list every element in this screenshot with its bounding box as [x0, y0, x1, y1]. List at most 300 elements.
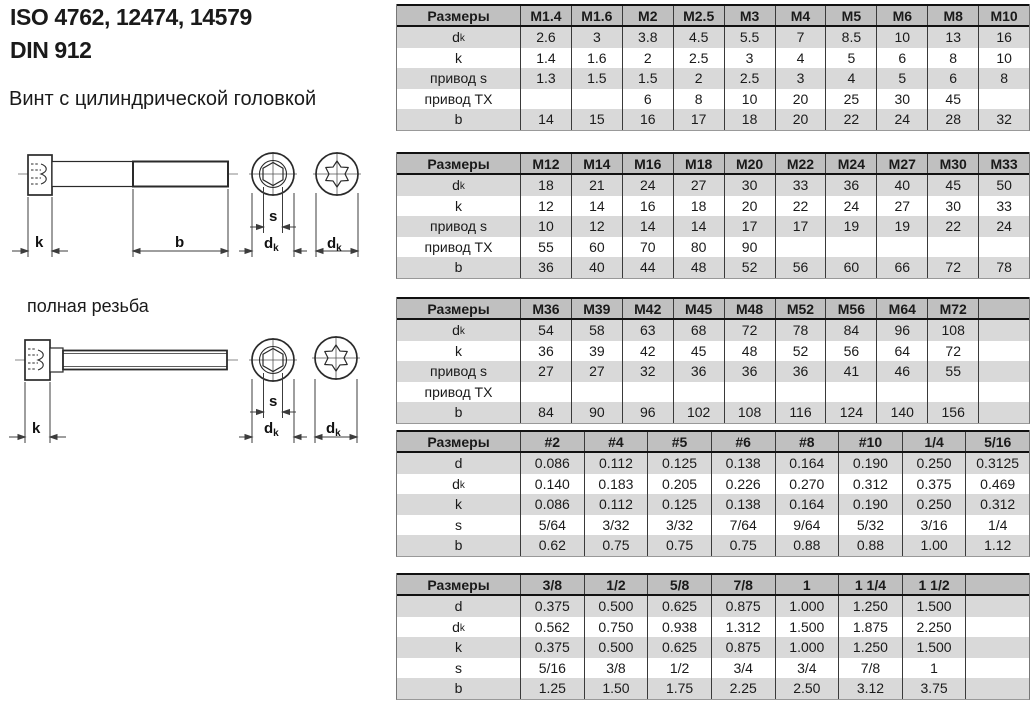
spec-table-metric-m1_4-m10: [396, 4, 1030, 131]
column-header: M20: [724, 154, 775, 173]
data-cell: 0.375: [520, 637, 584, 658]
data-cell: 14: [673, 216, 724, 237]
dim-label-dk: $d_k$: [326, 420, 341, 439]
data-cell: 1.00: [902, 535, 966, 556]
data-cell: 1.3: [520, 68, 571, 89]
column-header: #5: [647, 432, 711, 451]
dim-label-b: b: [175, 234, 185, 251]
size-header-cell: Размеры: [427, 576, 490, 593]
data-cell: 14: [520, 109, 571, 130]
data-cell: 52: [775, 341, 826, 362]
product-subtitle: Винт с цилиндрической головкой: [9, 88, 317, 110]
column-header: M39: [571, 299, 622, 318]
data-cell: [978, 382, 1029, 403]
data-cell: 45: [673, 341, 724, 362]
column-header: M14: [571, 154, 622, 173]
data-cell: 8: [927, 48, 978, 69]
data-cell: 15: [571, 109, 622, 130]
data-cell: 0.500: [584, 596, 648, 617]
data-cell: 78: [978, 257, 1029, 278]
column-header: M6: [876, 6, 927, 25]
size-header-cell: Размеры: [427, 433, 490, 450]
data-cell: 0.164: [775, 494, 839, 515]
table-row: [397, 402, 1029, 423]
data-cell: 24: [978, 216, 1029, 237]
data-cell: 1: [902, 658, 966, 679]
column-header: M2: [622, 6, 673, 25]
data-cell: 39: [571, 341, 622, 362]
data-cell: 44: [622, 257, 673, 278]
data-cell: 0.625: [647, 596, 711, 617]
data-cell: 20: [724, 196, 775, 217]
data-cell: 72: [927, 257, 978, 278]
column-header: M4: [775, 6, 826, 25]
row-label: d k: [452, 618, 465, 635]
data-cell: 48: [724, 341, 775, 362]
data-cell: 42: [622, 341, 673, 362]
column-header: M48: [724, 299, 775, 318]
data-cell: [876, 382, 927, 403]
data-cell: 8: [673, 89, 724, 110]
data-cell: 36: [724, 361, 775, 382]
data-cell: [965, 678, 1029, 699]
data-cell: 4: [825, 68, 876, 89]
data-cell: 2: [622, 48, 673, 69]
column-header: [965, 575, 1029, 594]
data-cell: 1.500: [902, 596, 966, 617]
column-header: #4: [584, 432, 648, 451]
data-cell: 30: [927, 196, 978, 217]
spec-table-metric-m12-m33: [396, 152, 1030, 279]
data-cell: 0.375: [902, 474, 966, 495]
column-header: M8: [927, 6, 978, 25]
data-cell: 3.8: [622, 27, 673, 48]
table-row: [397, 361, 1029, 382]
data-cell: 3/4: [775, 658, 839, 679]
data-cell: 0.75: [584, 535, 648, 556]
data-cell: [978, 341, 1029, 362]
column-header: M33: [978, 154, 1029, 173]
data-cell: 0.250: [902, 494, 966, 515]
data-cell: 45: [927, 89, 978, 110]
table-row: [397, 68, 1029, 89]
data-cell: 2.25: [711, 678, 775, 699]
data-cell: [520, 382, 571, 403]
data-cell: 0.750: [584, 617, 648, 638]
row-label: d k: [452, 29, 465, 46]
row-label: b: [454, 259, 463, 276]
data-cell: 0.75: [647, 535, 711, 556]
column-header: 1 1/4: [838, 575, 902, 594]
data-cell: 30: [876, 89, 927, 110]
data-cell: 24: [825, 196, 876, 217]
table-header-row: [397, 430, 1029, 453]
column-header: 1/2: [584, 575, 648, 594]
data-cell: [825, 382, 876, 403]
table-row: [397, 494, 1029, 515]
data-cell: 3: [724, 48, 775, 69]
data-cell: 40: [571, 257, 622, 278]
column-header: M5: [825, 6, 876, 25]
row-label: b: [454, 111, 463, 128]
hex-socket-end-view: [239, 338, 307, 443]
table-header-row: [397, 152, 1029, 175]
hex-socket-end-view: [239, 152, 307, 257]
row-label: k: [455, 639, 462, 656]
data-cell: 84: [520, 402, 571, 423]
data-cell: 0.88: [838, 535, 902, 556]
column-header: M12: [520, 154, 571, 173]
data-cell: [673, 382, 724, 403]
data-cell: 0.183: [584, 474, 648, 495]
row-label: d k: [452, 322, 465, 339]
table-row: [397, 596, 1029, 617]
data-cell: 0.75: [711, 535, 775, 556]
column-header: #8: [775, 432, 839, 451]
data-cell: 36: [520, 341, 571, 362]
column-header: M45: [673, 299, 724, 318]
data-cell: 7/64: [711, 515, 775, 536]
data-cell: 5/16: [520, 658, 584, 679]
data-cell: 41: [825, 361, 876, 382]
data-cell: [520, 89, 571, 110]
data-cell: 12: [520, 196, 571, 217]
data-cell: 7: [775, 27, 826, 48]
data-cell: 10: [978, 48, 1029, 69]
data-cell: 9/64: [775, 515, 839, 536]
data-cell: 0.112: [584, 453, 648, 474]
torx-socket-end-view: [312, 336, 360, 443]
dim-label-s: s: [269, 208, 278, 225]
data-cell: 40: [876, 175, 927, 196]
data-cell: 0.190: [838, 453, 902, 474]
spec-table-imperial-large: [396, 573, 1030, 700]
size-header-cell: Размеры: [427, 155, 490, 172]
data-cell: 1.25: [520, 678, 584, 699]
data-cell: 17: [724, 216, 775, 237]
size-header-cell: Размеры: [427, 7, 490, 24]
column-header: M42: [622, 299, 673, 318]
column-header: M36: [520, 299, 571, 318]
data-cell: 140: [876, 402, 927, 423]
data-cell: 0.138: [711, 494, 775, 515]
data-cell: 2.6: [520, 27, 571, 48]
data-cell: 27: [673, 175, 724, 196]
data-cell: 0.112: [584, 494, 648, 515]
data-cell: 0.312: [965, 494, 1029, 515]
data-cell: 58: [571, 320, 622, 341]
data-cell: 60: [825, 257, 876, 278]
data-cell: 7/8: [838, 658, 902, 679]
table-row: [397, 535, 1029, 556]
data-cell: [571, 89, 622, 110]
data-cell: 27: [520, 361, 571, 382]
screw-shank: [52, 162, 133, 187]
data-cell: 1.875: [838, 617, 902, 638]
data-cell: 2.250: [902, 617, 966, 638]
column-header: 7/8: [711, 575, 775, 594]
data-cell: [724, 382, 775, 403]
data-cell: 0.875: [711, 637, 775, 658]
data-cell: 5.5: [724, 27, 775, 48]
data-cell: 12: [571, 216, 622, 237]
data-cell: 24: [622, 175, 673, 196]
data-cell: 0.138: [711, 453, 775, 474]
table-row: [397, 382, 1029, 403]
column-header: M72: [927, 299, 978, 318]
data-cell: 3/32: [647, 515, 711, 536]
row-label: b: [454, 404, 463, 421]
data-cell: 124: [825, 402, 876, 423]
data-cell: 2: [673, 68, 724, 89]
data-cell: [622, 382, 673, 403]
data-cell: 0.164: [775, 453, 839, 474]
data-cell: 54: [520, 320, 571, 341]
data-cell: 5: [876, 68, 927, 89]
data-cell: 0.312: [838, 474, 902, 495]
data-cell: 0.125: [647, 494, 711, 515]
data-cell: [965, 637, 1029, 658]
screw-drawing-full-thread: [9, 336, 360, 443]
data-cell: 3.12: [838, 678, 902, 699]
data-cell: 56: [775, 257, 826, 278]
column-header: M2.5: [673, 6, 724, 25]
column-header: M24: [825, 154, 876, 173]
data-cell: 20: [775, 89, 826, 110]
row-label: привод TX: [424, 90, 493, 107]
table-row: [397, 196, 1029, 217]
data-cell: 30: [724, 175, 775, 196]
data-cell: 32: [978, 109, 1029, 130]
data-cell: 13: [927, 27, 978, 48]
dim-label-k: k: [35, 234, 44, 251]
row-label: k: [455, 342, 462, 359]
table-row: [397, 27, 1029, 48]
data-cell: 1/4: [965, 515, 1029, 536]
row-label: d: [454, 455, 463, 472]
data-cell: 1.250: [838, 596, 902, 617]
data-cell: 8.5: [825, 27, 876, 48]
data-cell: 1.000: [775, 596, 839, 617]
data-cell: 19: [825, 216, 876, 237]
data-cell: 8: [978, 68, 1029, 89]
screw-head: [28, 155, 52, 195]
dim-label-s: s: [269, 393, 278, 410]
data-cell: 16: [622, 196, 673, 217]
standards-line-iso: ISO 4762, 12474, 14579: [10, 4, 252, 30]
data-cell: 0.086: [520, 453, 584, 474]
column-header: M10: [978, 6, 1029, 25]
data-cell: 56: [825, 341, 876, 362]
data-cell: 21: [571, 175, 622, 196]
row-label: k: [455, 496, 462, 513]
data-cell: 10: [724, 89, 775, 110]
data-cell: 0.625: [647, 637, 711, 658]
column-header: M22: [775, 154, 826, 173]
table-row: [397, 515, 1029, 536]
data-cell: 1.5: [571, 68, 622, 89]
data-cell: 14: [571, 196, 622, 217]
table-row: [397, 341, 1029, 362]
table-row: [397, 48, 1029, 69]
data-cell: 10: [520, 216, 571, 237]
dim-label-dk: $d_k$: [264, 235, 279, 254]
data-cell: 50: [978, 175, 1029, 196]
data-cell: 0.88: [775, 535, 839, 556]
dim-label-dk: $d_k$: [264, 420, 279, 439]
data-cell: [825, 237, 876, 258]
data-cell: 1/2: [647, 658, 711, 679]
data-cell: [775, 237, 826, 258]
data-cell: 0.086: [520, 494, 584, 515]
data-cell: 64: [876, 341, 927, 362]
data-cell: 156: [927, 402, 978, 423]
data-cell: 0.190: [838, 494, 902, 515]
data-cell: 33: [978, 196, 1029, 217]
data-cell: 22: [825, 109, 876, 130]
data-cell: 18: [673, 196, 724, 217]
row-label: привод s: [429, 363, 487, 380]
data-cell: 33: [775, 175, 826, 196]
data-cell: 1.50: [584, 678, 648, 699]
data-cell: 52: [724, 257, 775, 278]
dim-label-k: k: [32, 420, 41, 437]
table-header-row: [397, 297, 1029, 320]
data-cell: [965, 596, 1029, 617]
data-cell: 1.6: [571, 48, 622, 69]
data-cell: 0.500: [584, 637, 648, 658]
table-row: [397, 257, 1029, 278]
column-header: M27: [876, 154, 927, 173]
data-cell: 24: [876, 109, 927, 130]
data-cell: 22: [927, 216, 978, 237]
data-cell: 102: [673, 402, 724, 423]
data-cell: 66: [876, 257, 927, 278]
data-cell: [965, 617, 1029, 638]
data-cell: 48: [673, 257, 724, 278]
screw-technical-drawings: [0, 0, 395, 470]
row-label: d: [454, 598, 463, 615]
data-cell: 36: [520, 257, 571, 278]
data-cell: 108: [724, 402, 775, 423]
data-cell: 0.62: [520, 535, 584, 556]
column-header: M3: [724, 6, 775, 25]
data-cell: 16: [978, 27, 1029, 48]
column-header: M1.4: [520, 6, 571, 25]
data-cell: 1.250: [838, 637, 902, 658]
data-cell: 1.312: [711, 617, 775, 638]
data-cell: 22: [775, 196, 826, 217]
row-label: d k: [452, 475, 465, 492]
data-cell: 0.226: [711, 474, 775, 495]
column-header: M30: [927, 154, 978, 173]
row-label: s: [455, 516, 462, 533]
data-cell: 10: [876, 27, 927, 48]
data-cell: 1.5: [622, 68, 673, 89]
data-cell: 1.12: [965, 535, 1029, 556]
data-cell: 3/32: [584, 515, 648, 536]
data-cell: 36: [775, 361, 826, 382]
data-cell: [571, 382, 622, 403]
data-cell: 0.938: [647, 617, 711, 638]
data-cell: 0.270: [775, 474, 839, 495]
data-cell: 1.4: [520, 48, 571, 69]
data-cell: [978, 402, 1029, 423]
data-cell: 3/16: [902, 515, 966, 536]
data-cell: 70: [622, 237, 673, 258]
data-cell: 6: [622, 89, 673, 110]
data-cell: 6: [927, 68, 978, 89]
column-header: M16: [622, 154, 673, 173]
data-cell: 36: [673, 361, 724, 382]
column-header: [978, 299, 1029, 318]
data-cell: 14: [622, 216, 673, 237]
data-cell: 96: [876, 320, 927, 341]
column-header: M52: [775, 299, 826, 318]
table-row: [397, 216, 1029, 237]
data-cell: 19: [876, 216, 927, 237]
thread-runout: [50, 348, 63, 372]
spec-table-imperial-small: [396, 430, 1030, 557]
column-header: M1.6: [571, 6, 622, 25]
table-header-row: [397, 4, 1029, 27]
data-cell: [927, 382, 978, 403]
torx-socket-end-view: [313, 152, 361, 257]
data-cell: 72: [724, 320, 775, 341]
data-cell: 68: [673, 320, 724, 341]
row-label: k: [455, 197, 462, 214]
table-row: [397, 320, 1029, 341]
data-cell: 55: [520, 237, 571, 258]
data-cell: 1.75: [647, 678, 711, 699]
data-cell: 80: [673, 237, 724, 258]
row-label: s: [455, 659, 462, 676]
row-label: b: [454, 537, 463, 554]
column-header: 1 1/2: [902, 575, 966, 594]
data-cell: 78: [775, 320, 826, 341]
row-label: d k: [452, 177, 465, 194]
data-cell: 0.469: [965, 474, 1029, 495]
column-header: M18: [673, 154, 724, 173]
data-cell: [775, 382, 826, 403]
data-cell: 4: [775, 48, 826, 69]
row-label: привод s: [429, 70, 487, 87]
data-cell: 0.125: [647, 453, 711, 474]
column-header: M64: [876, 299, 927, 318]
data-cell: 90: [724, 237, 775, 258]
full-thread-label: полная резьба: [27, 296, 149, 316]
data-cell: 0.205: [647, 474, 711, 495]
table-row: [397, 658, 1029, 679]
column-header: #6: [711, 432, 775, 451]
row-label: b: [454, 680, 463, 697]
data-cell: 108: [927, 320, 978, 341]
data-cell: 1.000: [775, 637, 839, 658]
column-header: #10: [838, 432, 902, 451]
data-cell: 18: [724, 109, 775, 130]
data-cell: 17: [775, 216, 826, 237]
column-header: M56: [825, 299, 876, 318]
column-header: 5/8: [647, 575, 711, 594]
data-cell: 96: [622, 402, 673, 423]
data-cell: [965, 658, 1029, 679]
data-cell: 16: [622, 109, 673, 130]
column-header: 5/16: [965, 432, 1029, 451]
data-cell: 32: [622, 361, 673, 382]
data-cell: 63: [622, 320, 673, 341]
data-cell: 2.50: [775, 678, 839, 699]
data-cell: 3: [775, 68, 826, 89]
